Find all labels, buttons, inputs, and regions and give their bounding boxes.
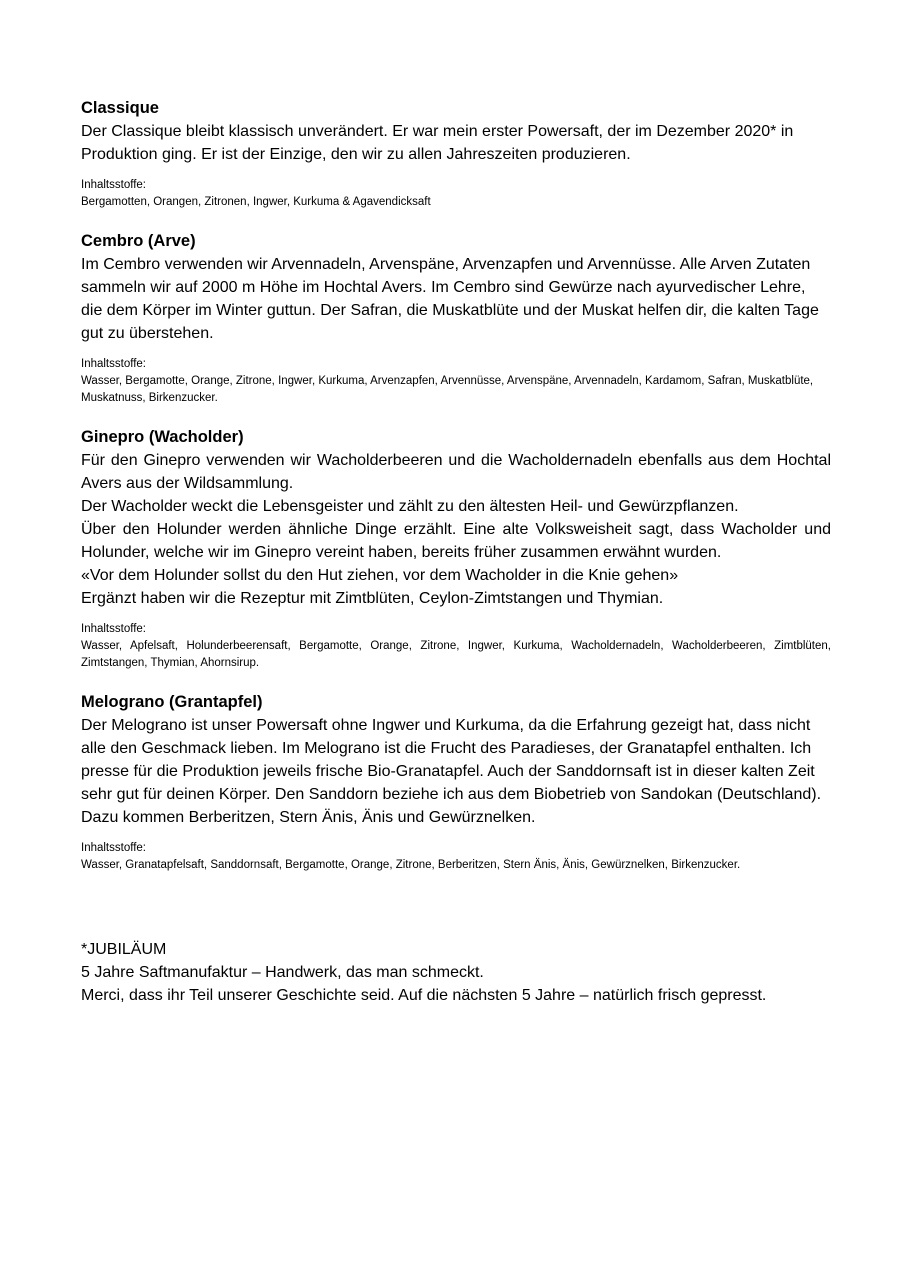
- anniversary-heading: *JUBILÄUM: [81, 941, 167, 958]
- product-section-melograno: [81, 691, 831, 874]
- product-title-cembro: Cembro (Arve): [81, 232, 196, 250]
- product-title-classique: Classique: [81, 99, 159, 117]
- product-description-melograno: Der Melograno ist unser Powersaft ohne Ingwer und Kurkuma, da die Erfahrung gezeigt hat, dass nicht alle den Geschmack lieben. Im Melograno ist die Frucht des Paradieses, der Granatapfel enthalten. Ich presse für die Produktion jeweils frische Bio-Granatapfel. Auch der Sanddornsaft ist in dieser kalten Zeit sehr gut für deinen Körper. Den Sanddorn beziehe ich aus dem Biobetrieb von Sandokan (Deutschland). Dazu kommen Berberitzen, Stern Änis, Änis und Gewürznelken.: [81, 717, 822, 826]
- product-section-classique: [81, 97, 831, 211]
- product-title-ginepro: Ginepro (Wacholder): [81, 428, 244, 446]
- ingredients-label-melograno: Inhaltsstoffe:: [81, 842, 146, 854]
- product-description-classique: Der Classique bleibt klassisch unverändert. Er war mein erster Powersaft, der im Dezember 2020* in Produktion ging. Er ist der Einzige, den wir zu allen Jahreszeiten produzieren.: [81, 123, 794, 163]
- ingredients-label-classique: Inhaltsstoffe:: [81, 179, 146, 191]
- ingredients-list-melograno: Wasser, Granatapfelsaft, Sanddornsaft, Bergamotte, Orange, Zitrone, Berberitzen, Stern Änis, Änis, Gewürznelken, Birkenzucker.: [81, 859, 741, 871]
- product-description-cembro: Im Cembro verwenden wir Arvennadeln, Arvenspäne, Arvenzapfen und Arvennüsse. Alle Arven Zutaten sammeln wir auf 2000 m Höhe im Hochtal Avers. Im Cembro sind Gewürze nach ayurvedischer Lehre, die dem Körper im Winter guttun. Der Safran, die Muskatblüte und der Muskat helfen dir, die kalten Tage gut zu überstehen.: [81, 256, 819, 342]
- ingredients-label-cembro: Inhaltsstoffe:: [81, 358, 146, 370]
- document-content: [81, 97, 831, 1007]
- product-section-cembro: [81, 230, 831, 407]
- product-title-melograno: Melograno (Grantapfel): [81, 693, 263, 711]
- ingredients-list-classique: Bergamotten, Orangen, Zitronen, Ingwer, Kurkuma & Agavendicksaft: [81, 196, 431, 208]
- ingredients-list-ginepro: Wasser, Apfelsaft, Holunderbeerensaft, Bergamotte, Orange, Zitrone, Ingwer, Kurkuma, Wacholdernadeln, Wacholderbeeren, Zimtblüten, Zimtstangen, Thymian, Ahornsirup.: [81, 640, 831, 669]
- anniversary-line-1: 5 Jahre Saftmanufaktur – Handwerk, das man schmeckt.: [81, 964, 484, 981]
- ingredients-label-ginepro: Inhaltsstoffe:: [81, 623, 146, 635]
- anniversary-note: [81, 938, 831, 1007]
- product-description-ginepro: Für den Ginepro verwenden wir Wacholderbeeren und die Wacholdernadeln ebenfalls aus dem Hochtal Avers aus der Wildsammlung. Der Wacholder weckt die Lebensgeister und zählt zu den ältesten Heil- und Gewürzpflanzen. Über den Holunder werden ähnliche Dinge erzählt. Eine alte Volksweisheit sagt, dass Wacholder und Holunder, welche wir im Ginepro vereint haben, bereits früher zusammen erwähnt wurden. «Vor dem Holunder sollst du den Hut ziehen, vor dem Wacholder in die Knie gehen» Ergänzt haben wir die Rezeptur mit Zimtblüten, Ceylon-Zimtstangen und Thymian.: [81, 452, 831, 607]
- anniversary-line-2: Merci, dass ihr Teil unserer Geschichte seid. Auf die nächsten 5 Jahre – natürlich frisch gepresst.: [81, 987, 767, 1004]
- product-section-ginepro: [81, 426, 831, 672]
- ingredients-list-cembro: Wasser, Bergamotte, Orange, Zitrone, Ingwer, Kurkuma, Arvenzapfen, Arvennüsse, Arvenspäne, Arvennadeln, Kardamom, Safran, Muskatblüte, Muskatnuss, Birkenzucker.: [81, 375, 814, 404]
